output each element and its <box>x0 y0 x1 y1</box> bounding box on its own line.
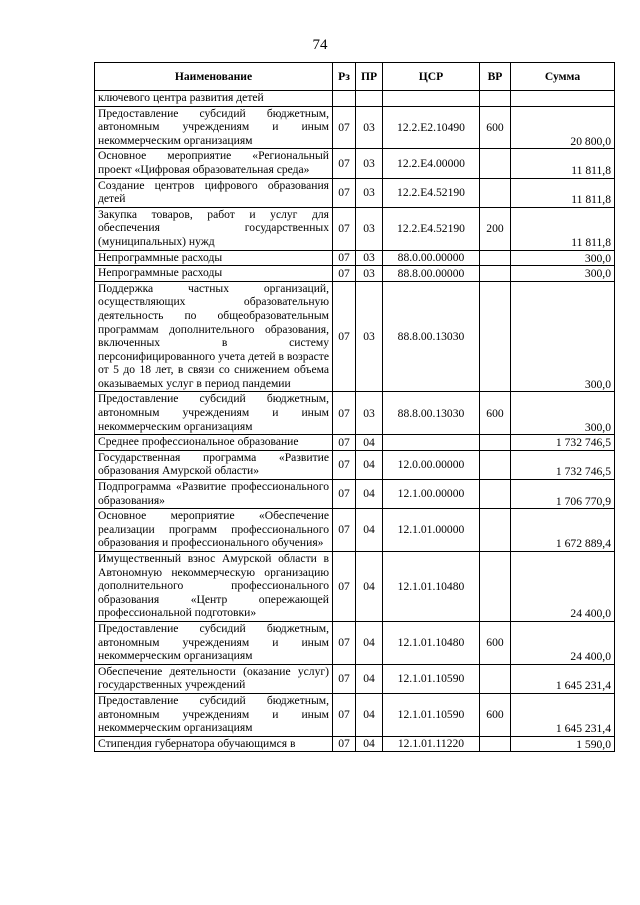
row-sum-cell <box>511 91 615 107</box>
row-rz-cell: 07 <box>333 266 356 282</box>
row-csr-cell: 88.0.00.00000 <box>383 250 480 266</box>
row-name-cell: Среднее профессиональное образование <box>95 435 333 451</box>
row-name-cell: Непрограммные расходы <box>95 250 333 266</box>
row-rz-cell: 07 <box>333 106 356 149</box>
row-name-cell: Основное мероприятие «Региональный проект «Цифровая образовательная среда» <box>95 149 333 178</box>
table-row <box>95 664 615 693</box>
row-csr-cell <box>383 435 480 451</box>
row-rz-cell: 07 <box>333 250 356 266</box>
row-name-cell: Обеспечение деятельности (оказание услуг) государственных учреждений <box>95 664 333 693</box>
page-number: 74 <box>312 37 328 53</box>
row-name-cell: Предоставление субсидий бюджетным, автономным учреждениям и иным некоммерческим организациям <box>95 693 333 736</box>
row-rz-cell: 07 <box>333 392 356 435</box>
row-csr-cell: 12.2.Е4.52190 <box>383 207 480 250</box>
row-name-cell: Предоставление субсидий бюджетным, автономным учреждениям и иным некоммерческим организациям <box>95 621 333 664</box>
row-vr-cell <box>480 480 511 509</box>
table-row <box>95 736 615 752</box>
row-sum-cell: 11 811,8 <box>511 178 615 207</box>
table-header <box>95 63 615 91</box>
row-vr-cell <box>480 178 511 207</box>
row-csr-cell: 12.1.01.10480 <box>383 552 480 622</box>
row-vr-cell <box>480 509 511 552</box>
table-row <box>95 509 615 552</box>
row-sum-cell: 11 811,8 <box>511 149 615 178</box>
row-rz-cell: 07 <box>333 509 356 552</box>
table-row <box>95 106 615 149</box>
header-name: Наименование <box>95 63 333 91</box>
header-sum: Сумма <box>511 63 615 91</box>
row-pr-cell: 04 <box>356 736 383 752</box>
row-name-cell: Стипендия губернатора обучающимся в <box>95 736 333 752</box>
header-vr: ВР <box>480 63 511 91</box>
row-vr-cell: 600 <box>480 106 511 149</box>
table-row <box>95 91 615 107</box>
row-csr-cell <box>383 91 480 107</box>
row-name-cell: Закупка товаров, работ и услуг для обеспечения государственных (муниципальных) нужд <box>95 207 333 250</box>
row-rz-cell: 07 <box>333 621 356 664</box>
row-pr-cell: 04 <box>356 664 383 693</box>
row-name-cell: Предоставление субсидий бюджетным, автономным учреждениям и иным некоммерческим организациям <box>95 392 333 435</box>
table-row <box>95 281 615 392</box>
row-sum-cell: 11 811,8 <box>511 207 615 250</box>
table-row <box>95 450 615 479</box>
row-sum-cell: 1 732 746,5 <box>511 435 615 451</box>
budget-table <box>94 62 615 752</box>
header-pr: ПР <box>356 63 383 91</box>
row-sum-cell: 1 645 231,4 <box>511 664 615 693</box>
row-name-cell: Государственная программа «Развитие образования Амурской области» <box>95 450 333 479</box>
row-csr-cell: 12.1.01.10590 <box>383 664 480 693</box>
row-name-cell: Подпрограмма «Развитие профессионального образования» <box>95 480 333 509</box>
row-sum-cell: 24 400,0 <box>511 621 615 664</box>
row-csr-cell: 88.8.00.13030 <box>383 281 480 392</box>
table-row <box>95 552 615 622</box>
row-pr-cell: 03 <box>356 178 383 207</box>
row-csr-cell: 12.1.00.00000 <box>383 480 480 509</box>
row-vr-cell <box>480 435 511 451</box>
row-rz-cell: 07 <box>333 552 356 622</box>
row-rz-cell: 07 <box>333 480 356 509</box>
row-pr-cell: 03 <box>356 250 383 266</box>
row-rz-cell: 07 <box>333 207 356 250</box>
row-rz-cell: 07 <box>333 178 356 207</box>
row-csr-cell: 12.1.01.10480 <box>383 621 480 664</box>
header-csr: ЦСР <box>383 63 480 91</box>
row-vr-cell <box>480 266 511 282</box>
table-body <box>95 91 615 752</box>
row-sum-cell: 20 800,0 <box>511 106 615 149</box>
row-csr-cell: 12.1.01.00000 <box>383 509 480 552</box>
row-csr-cell: 12.2.Е4.00000 <box>383 149 480 178</box>
row-name-cell: ключевого центра развития детей <box>95 91 333 107</box>
row-sum-cell: 300,0 <box>511 266 615 282</box>
row-csr-cell: 88.8.00.13030 <box>383 392 480 435</box>
table-row <box>95 435 615 451</box>
row-vr-cell <box>480 91 511 107</box>
row-pr-cell: 03 <box>356 266 383 282</box>
row-pr-cell: 03 <box>356 281 383 392</box>
table-row <box>95 207 615 250</box>
row-name-cell: Основное мероприятие «Обеспечение реализации программ профессионального образования и профессионального обучения» <box>95 509 333 552</box>
row-rz-cell: 07 <box>333 664 356 693</box>
row-sum-cell: 300,0 <box>511 392 615 435</box>
row-vr-cell: 600 <box>480 392 511 435</box>
row-sum-cell: 1 590,0 <box>511 736 615 752</box>
table-row <box>95 250 615 266</box>
row-vr-cell <box>480 250 511 266</box>
row-csr-cell: 12.2.Е4.52190 <box>383 178 480 207</box>
header-rz: Рз <box>333 63 356 91</box>
row-pr-cell: 04 <box>356 435 383 451</box>
row-sum-cell: 1 645 231,4 <box>511 693 615 736</box>
row-sum-cell: 24 400,0 <box>511 552 615 622</box>
row-sum-cell: 300,0 <box>511 250 615 266</box>
row-csr-cell: 12.0.00.00000 <box>383 450 480 479</box>
row-csr-cell: 88.8.00.00000 <box>383 266 480 282</box>
row-pr-cell: 03 <box>356 149 383 178</box>
row-rz-cell: 07 <box>333 435 356 451</box>
row-pr-cell: 04 <box>356 693 383 736</box>
row-pr-cell: 03 <box>356 392 383 435</box>
table-row <box>95 480 615 509</box>
row-sum-cell: 1 706 770,9 <box>511 480 615 509</box>
row-rz-cell: 07 <box>333 281 356 392</box>
row-vr-cell <box>480 281 511 392</box>
row-pr-cell: 04 <box>356 509 383 552</box>
row-csr-cell: 12.1.01.11220 <box>383 736 480 752</box>
row-rz-cell: 07 <box>333 450 356 479</box>
row-vr-cell <box>480 552 511 622</box>
row-sum-cell: 1 672 889,4 <box>511 509 615 552</box>
table-row <box>95 178 615 207</box>
row-vr-cell <box>480 736 511 752</box>
table-row <box>95 266 615 282</box>
row-name-cell: Непрограммные расходы <box>95 266 333 282</box>
row-sum-cell: 1 732 746,5 <box>511 450 615 479</box>
row-rz-cell: 07 <box>333 693 356 736</box>
row-vr-cell: 600 <box>480 621 511 664</box>
row-name-cell: Предоставление субсидий бюджетным, автономным учреждениям и иным некоммерческим организациям <box>95 106 333 149</box>
row-vr-cell <box>480 149 511 178</box>
row-pr-cell: 03 <box>356 207 383 250</box>
row-pr-cell: 04 <box>356 480 383 509</box>
row-pr-cell: 04 <box>356 450 383 479</box>
row-rz-cell: 07 <box>333 736 356 752</box>
row-pr-cell: 03 <box>356 106 383 149</box>
table-row <box>95 621 615 664</box>
row-name-cell: Имущественный взнос Амурской области в Автономную некоммерческую организацию дополнительного профессионального образования «Центр опережающей профессиональной подготовки» <box>95 552 333 622</box>
row-vr-cell: 600 <box>480 693 511 736</box>
row-name-cell: Создание центров цифрового образования детей <box>95 178 333 207</box>
table-row <box>95 392 615 435</box>
row-pr-cell: 04 <box>356 621 383 664</box>
row-vr-cell <box>480 664 511 693</box>
row-csr-cell: 12.1.01.10590 <box>383 693 480 736</box>
row-rz-cell: 07 <box>333 149 356 178</box>
table-row <box>95 149 615 178</box>
row-pr-cell <box>356 91 383 107</box>
row-vr-cell: 200 <box>480 207 511 250</box>
row-pr-cell: 04 <box>356 552 383 622</box>
row-sum-cell: 300,0 <box>511 281 615 392</box>
row-rz-cell <box>333 91 356 107</box>
row-csr-cell: 12.2.Е2.10490 <box>383 106 480 149</box>
row-vr-cell <box>480 450 511 479</box>
row-name-cell: Поддержка частных организаций, осуществляющих образовательную деятельность по общеобразовательным программам дополнительного образования, включенных в систему персонифицированного учета детей в возрасте от 5 до 18 лет, в связи со снижением объема оказываемых услуг в период пандемии <box>95 281 333 392</box>
table-row <box>95 693 615 736</box>
